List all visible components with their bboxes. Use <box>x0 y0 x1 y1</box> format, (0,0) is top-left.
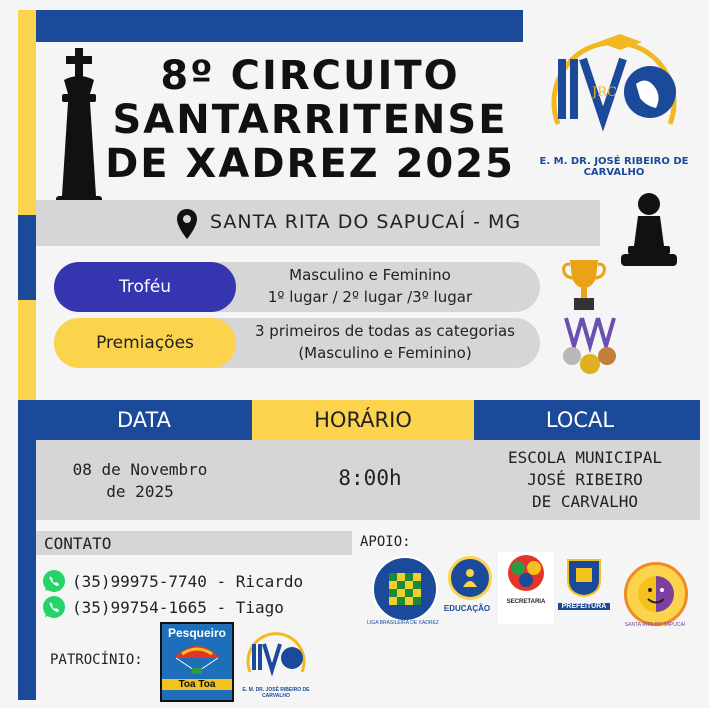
educacao-emblem <box>448 556 492 600</box>
date-line-1: 08 de Novembro <box>72 460 208 479</box>
local-line-2: JOSÉ RIBEIRO <box>527 470 643 489</box>
date-header: DATA <box>116 408 172 432</box>
local-line-3: DE CARVALHO <box>532 492 638 511</box>
medals-icon <box>560 316 618 378</box>
left-stripe-yellow-mid <box>18 300 36 400</box>
school-logo-small-caption: E. M. DR. JOSÉ RIBEIRO DE CARVALHO <box>242 687 310 699</box>
school-logo-caption: E. M. DR. JOSÉ RIBEIRO DE CARVALHO <box>539 156 689 178</box>
pesqueiro-logo <box>160 622 234 702</box>
map-pin-icon <box>176 208 198 240</box>
santa-rita-label: SANTA RITA DO SAPUCAÍ <box>624 622 686 628</box>
chessboard-brazil-icon <box>385 569 425 609</box>
location-text: SANTA RITA DO SAPUCAÍ - MG <box>210 211 522 233</box>
secretaria-emblem-icon <box>498 552 554 594</box>
pawn-piece-icon <box>618 190 680 268</box>
phone-1[interactable]: (35)99975-7740 - Ricardo <box>72 572 304 591</box>
parachute-fish-icon <box>162 640 232 674</box>
date-line-2: de 2025 <box>106 482 174 501</box>
trophy-icon <box>562 256 606 312</box>
prizes-label: Premiações <box>54 318 236 368</box>
student-icon <box>459 567 481 589</box>
title-line-2: SANTARRITENSE <box>112 97 508 143</box>
top-bar <box>36 10 523 42</box>
title-line-1: 8º CIRCUITO <box>160 53 460 99</box>
time-header: HORÁRIO <box>252 400 474 440</box>
trophy-label: Troféu <box>54 262 236 312</box>
prizes-line-2: (Masculino e Feminino) <box>298 344 472 362</box>
phone-2[interactable]: (35)99754-1665 - Tiago <box>72 598 284 617</box>
prefeitura-logo <box>558 556 610 622</box>
whatsapp-icon <box>42 569 66 593</box>
time-value: 8:00h <box>338 466 402 490</box>
educacao-logo <box>440 556 494 622</box>
liga-xadrez-label: LIGA BRASILEIRA DE XADREZ <box>367 620 439 626</box>
local-line-1: ESCOLA MUNICIPAL <box>507 448 663 467</box>
left-stripe-navy-bottom <box>18 400 36 700</box>
trophy-line-1: Masculino e Feminino <box>289 266 451 284</box>
pesqueiro-subtitle: Toa Toa <box>162 679 232 690</box>
trophy-line-2: 1º lugar / 2º lugar /3º lugar <box>267 288 473 306</box>
left-stripe-yellow-top <box>18 10 36 215</box>
contact-heading: CONTATO <box>44 534 112 553</box>
school-logo <box>528 14 700 178</box>
smiley-icon <box>636 574 676 614</box>
school-emblem-small-icon <box>236 626 316 682</box>
local-header: LOCAL <box>545 408 615 432</box>
school-logo-small <box>236 626 316 699</box>
prefeitura-label: PREFEITURA <box>558 603 610 610</box>
title-line-3: DE XADREZ 2025 <box>105 141 515 187</box>
educacao-label: EDUCAÇÃO <box>443 604 491 613</box>
city-crest-icon <box>558 556 610 598</box>
secretaria-label: SECRETARIA <box>506 599 546 605</box>
liga-xadrez-logo <box>372 556 438 622</box>
pesqueiro-title: Pesqueiro <box>167 626 227 640</box>
prizes-line-1: 3 primeiros de todas as categorias <box>254 322 515 340</box>
secretaria-logo <box>498 552 554 624</box>
left-stripe-navy <box>18 215 36 300</box>
santa-rita-logo <box>624 562 688 626</box>
whatsapp-icon <box>42 595 66 619</box>
support-heading: APOIO: <box>360 534 411 550</box>
sponsor-heading: PATROCÍNIO: <box>50 652 143 668</box>
school-emblem-icon <box>528 14 700 154</box>
school-monogram: JRC <box>592 85 617 100</box>
